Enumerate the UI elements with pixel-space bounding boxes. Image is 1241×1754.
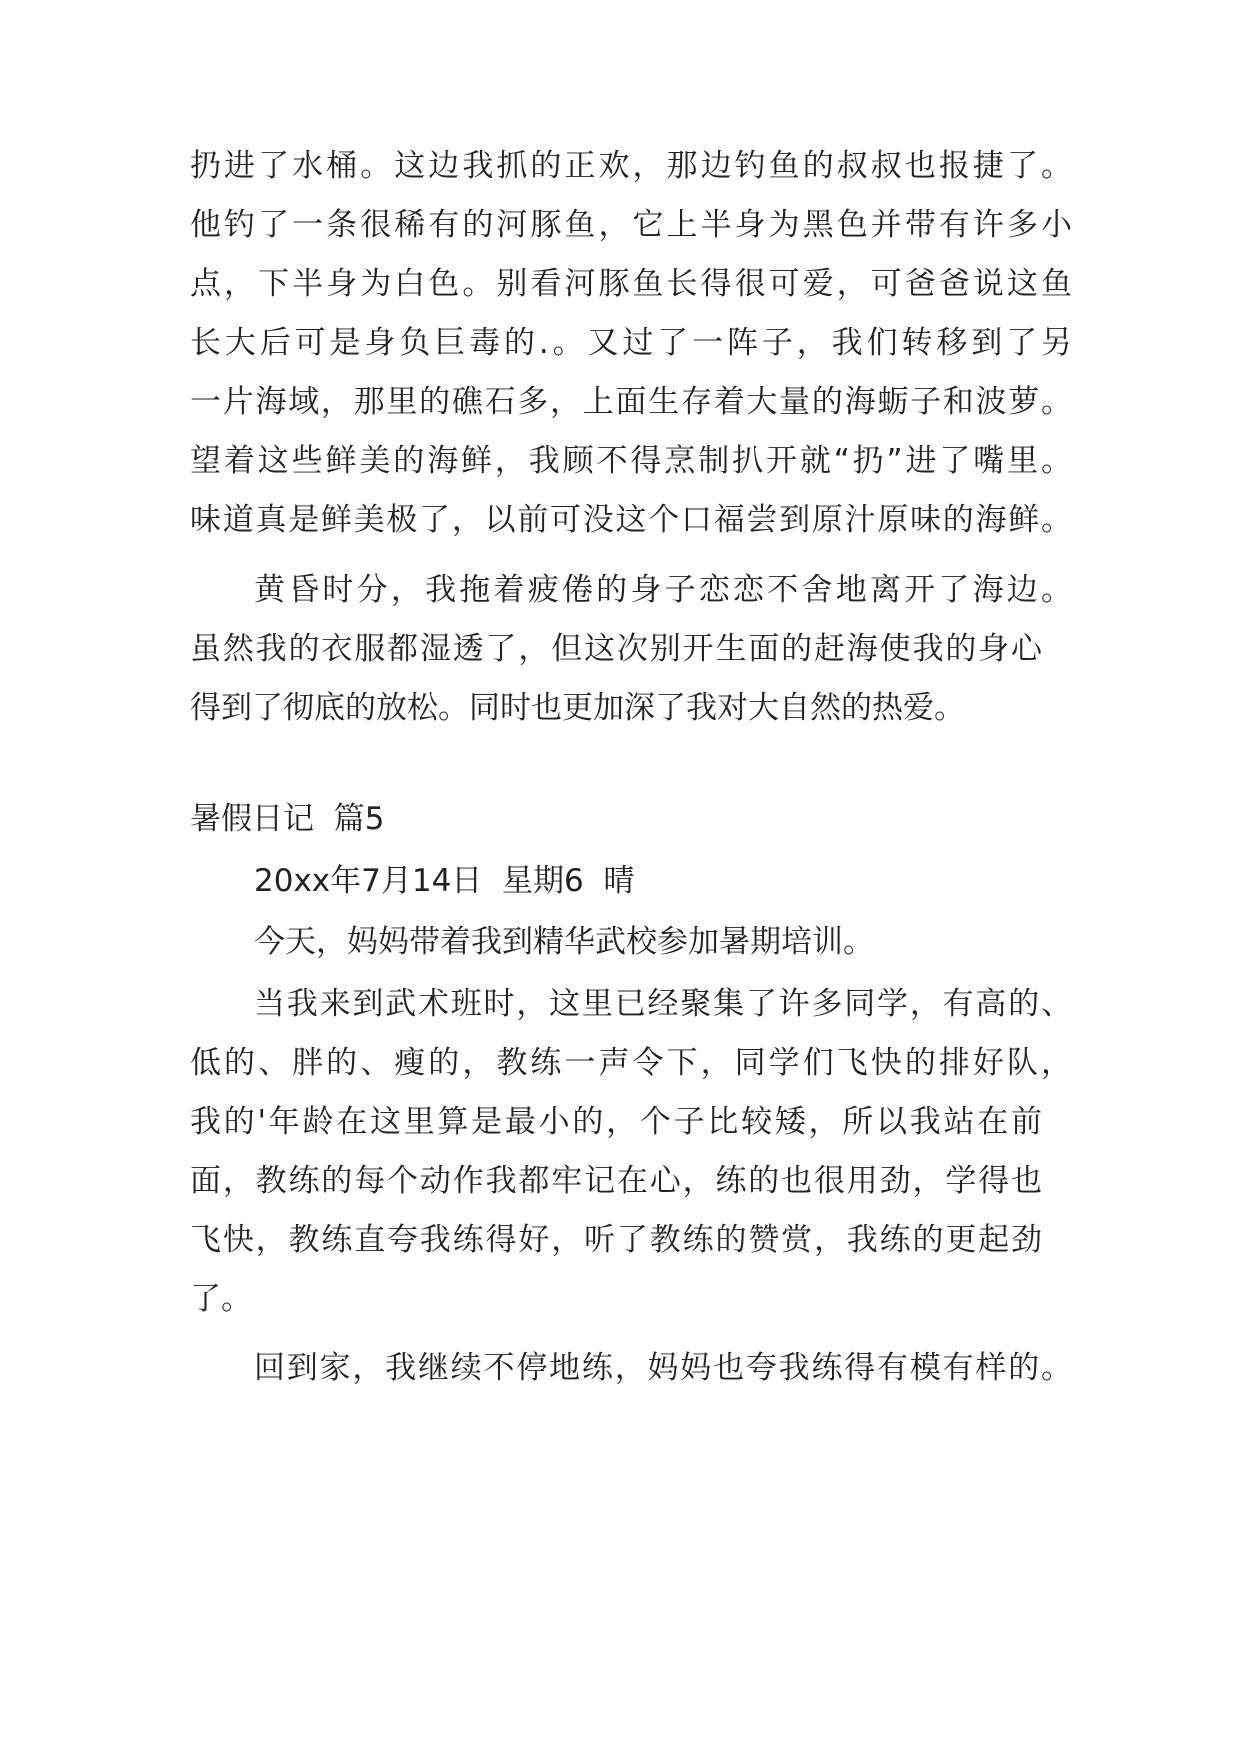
body-text-line: 得到了彻底的放松。同时也更加深了我对大自然的热爱。 <box>190 690 965 726</box>
body-text-line: 当我来到武术班时，这里已经聚集了许多同学，有高的、 <box>254 986 1072 1022</box>
date-line: 20xx年7月14日 星期6 晴 <box>254 863 635 899</box>
body-text-line: 了。 <box>190 1281 252 1317</box>
body-text-line: 味道真是鲜美极了，以前可没这个口福尝到原汁原味的海鲜。 <box>190 502 1072 538</box>
body-text-line: 一片海域，那里的礁石多，上面生存着大量的海蛎子和波萝。 <box>190 384 1072 420</box>
body-text-line: 飞快，教练直夸我练得好，听了教练的赞赏，我练的更起劲 <box>190 1222 1042 1258</box>
body-text-line: 回到家，我继续不停地练，妈妈也夸我练得有模有样的。 <box>254 1350 1072 1386</box>
body-text-line: 面，教练的每个动作我都牢记在心，练的也很用劲，学得也 <box>190 1163 1042 1199</box>
body-text-line: 黄昏时分，我拖着疲倦的身子恋恋不舍地离开了海边。 <box>254 572 1072 608</box>
body-text-line: 低的、胖的、瘦的，教练一声令下，同学们飞快的排好队， <box>190 1045 1072 1081</box>
body-text-line: 他钓了一条很稀有的河豚鱼，它上半身为黑色并带有许多小 <box>190 207 1072 243</box>
body-text-line: 长大后可是身负巨毒的.。又过了一阵子，我们转移到了另 <box>190 325 1072 361</box>
body-text-line: 我的'年龄在这里算是最小的，个子比较矮，所以我站在前 <box>190 1104 1042 1140</box>
body-text-line: 点，下半身为白色。别看河豚鱼长得很可爱，可爸爸说这鱼 <box>190 266 1072 302</box>
body-text-line: 虽然我的衣服都湿透了，但这次别开生面的赶海使我的身心 <box>190 631 1042 667</box>
body-text-line: 今天，妈妈带着我到精华武校参加暑期培训。 <box>254 924 874 960</box>
body-text-line: 望着这些鲜美的海鲜，我顾不得烹制扒开就“扔”进了嘴里。 <box>190 443 1072 479</box>
section-title: 暑假日记 篇5 <box>190 801 385 837</box>
body-text-line: 扔进了水桶。这边我抓的正欢，那边钓鱼的叔叔也报捷了。 <box>190 148 1072 184</box>
